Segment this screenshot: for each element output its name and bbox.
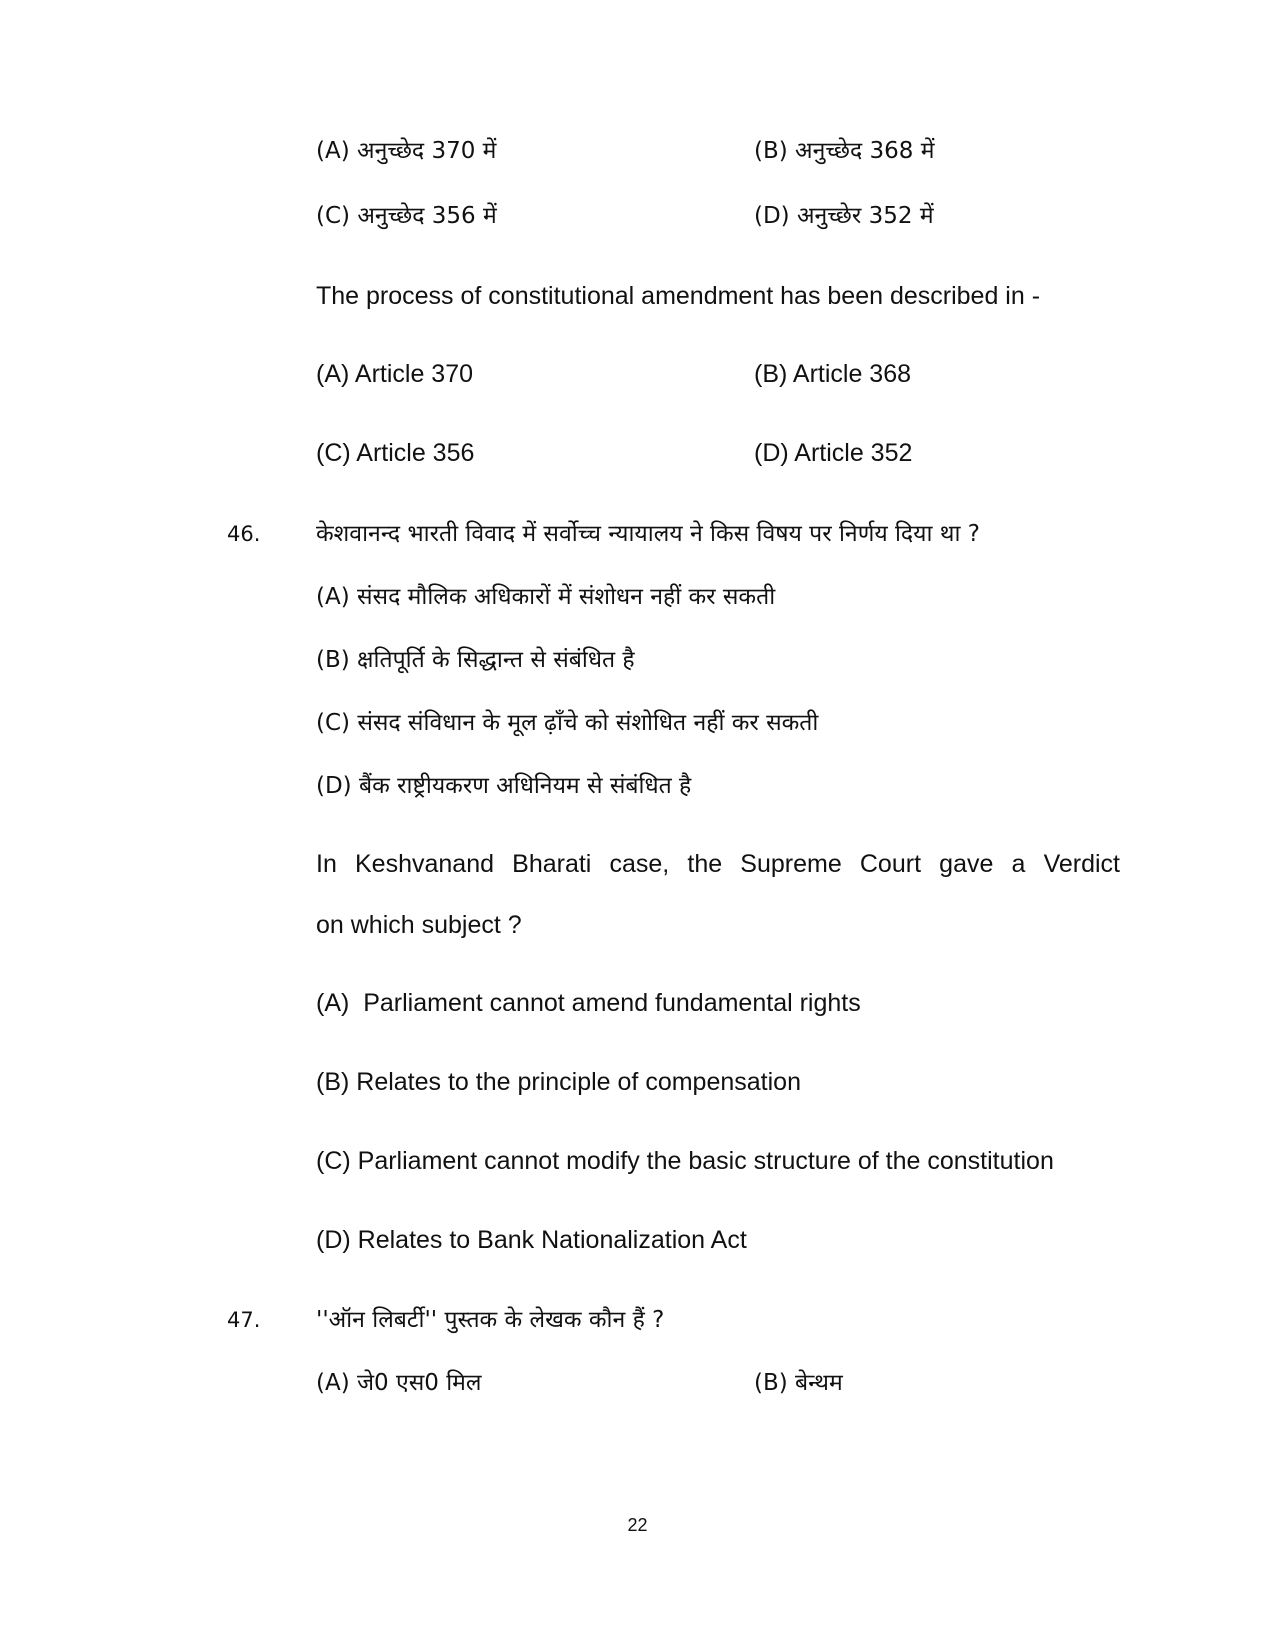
- q46-number: 46.: [227, 522, 261, 546]
- q46-english-option-d-line: [0, 1220, 1275, 1260]
- q47-hindi-question-line: [0, 1300, 1275, 1340]
- q45-english-options-row1: [0, 354, 1275, 394]
- q45-hindi-option-a: (A) अनुच्छेद 370 में: [316, 138, 497, 164]
- q46-hindi-question: केशवानन्द भारती विवाद में सर्वोच्च न्यायालय ने किस विषय पर निर्णय दिया था ?: [316, 521, 980, 547]
- q46-english-question-line1: [0, 844, 1275, 884]
- q46-english-option-b-line: [0, 1062, 1275, 1102]
- q45-hindi-options-row2: [0, 196, 1275, 236]
- q46-hindi-option-c: (C) संसद संविधान के मूल ढ़ाँचे को संशोधित नहीं कर सकती: [316, 710, 819, 736]
- q46-hindi-option-a: (A) संसद मौलिक अधिकारों में संशोधन नहीं कर सकती: [316, 584, 776, 610]
- q47-options-row1: [0, 1363, 1275, 1403]
- page-number: 22: [627, 1515, 648, 1535]
- q46-hindi-option-d-line: [0, 766, 1275, 806]
- q46-english-option-c-line: [0, 1141, 1275, 1181]
- q45-hindi-option-b: (B) अनुच्छेद 368 में: [754, 138, 935, 164]
- q45-english-option-c: (C) Article 356: [316, 439, 475, 467]
- q45-english-options-row2: [0, 433, 1275, 473]
- q45-hindi-options-row1: [0, 131, 1275, 171]
- q46-english-option-a-line: [0, 983, 1275, 1023]
- q45-hindi-option-c: (C) अनुच्छेद 356 में: [316, 203, 497, 229]
- q46-english-option-b: (B) Relates to the principle of compensation: [316, 1068, 801, 1096]
- q46-hindi-question-line: [0, 514, 1275, 554]
- q45-english-option-b: (B) Article 368: [754, 360, 912, 388]
- q46-english-option-d: (D) Relates to Bank Nationalization Act: [316, 1226, 747, 1254]
- q46-english-question-line2: [0, 905, 1275, 945]
- q47-option-b: (B) बेन्थम: [754, 1370, 843, 1396]
- q46-hindi-option-a-line: [0, 577, 1275, 617]
- q46-hindi-option-b-line: [0, 640, 1275, 680]
- q45-english-option-d: (D) Article 352: [754, 439, 913, 467]
- q46-english-question-part1: In Keshvanand Bharati case, the Supreme Court gave a Verdict: [316, 850, 1120, 878]
- q46-hindi-option-d: (D) बैंक राष्ट्रीयकरण अधिनियम से संबंधित है: [316, 773, 692, 799]
- q46-hindi-option-b: (B) क्षतिपूर्ति के सिद्धान्त से संबंधित है: [316, 647, 635, 673]
- q45-english-option-a: (A) Article 370: [316, 360, 474, 388]
- q47-hindi-question: ''ऑन लिबर्टी'' पुस्तक के लेखक कौन हैं ?: [316, 1307, 665, 1333]
- q45-english-question: The process of constitutional amendment has been described in -: [316, 282, 1041, 310]
- q46-english-question-part2: on which subject ?: [316, 911, 522, 939]
- q47-option-a: (A) जे0 एस0 मिल: [316, 1370, 482, 1396]
- q45-hindi-option-d: (D) अनुच्छेर 352 में: [754, 203, 934, 229]
- q46-hindi-option-c-line: [0, 703, 1275, 743]
- q45-english-question-line: [0, 276, 1275, 316]
- q47-number: 47.: [227, 1308, 261, 1332]
- q46-english-option-a: (A) Parliament cannot amend fundamental rights: [316, 989, 861, 1017]
- q46-english-option-c: (C) Parliament cannot modify the basic structure of the constitution: [316, 1147, 1054, 1175]
